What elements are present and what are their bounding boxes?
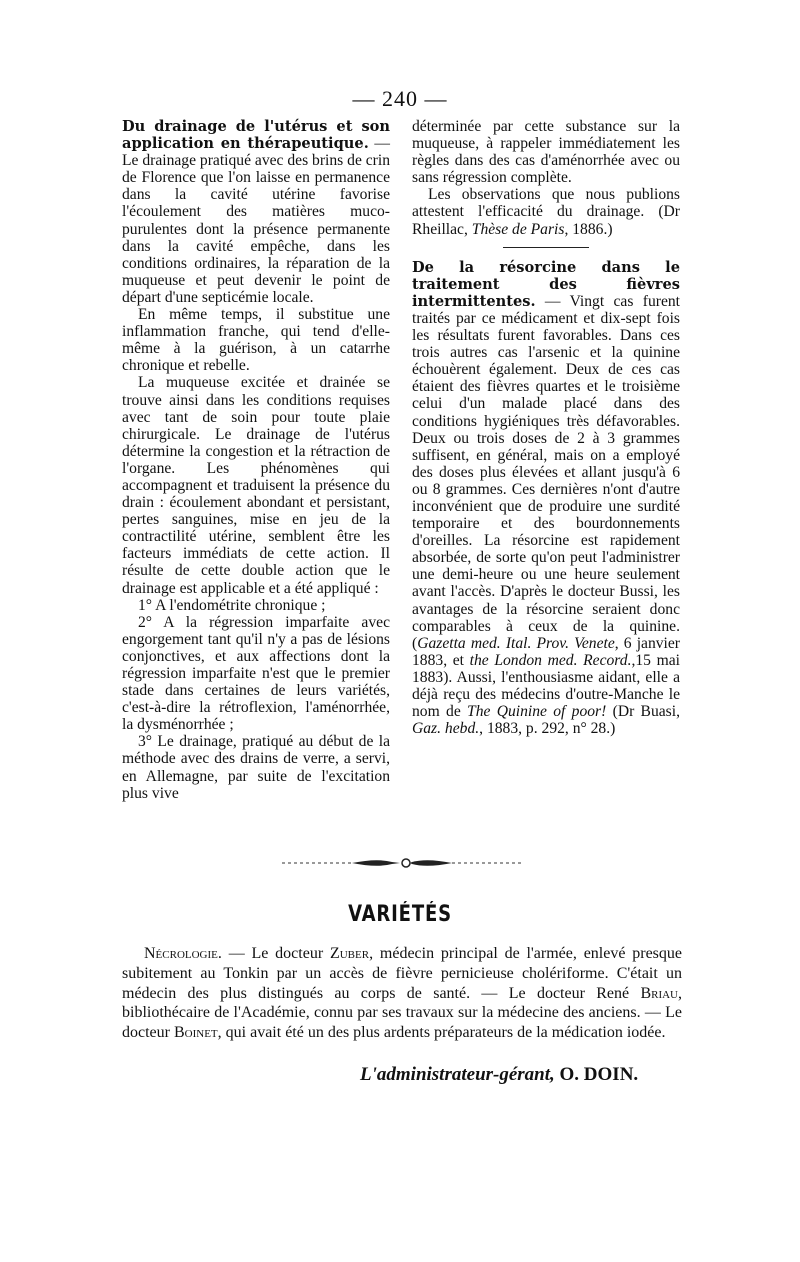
paragraph: La muqueuse excitée et drainée se trouve ainsi dans les conditions requises avec tant de soin pour toute plaie chirurgicale. Le drainage de l'utérus détermine la congestion et la rétraction de l'organe. Les phénomènes qui accompagnent et traduisent la présence du drain : écoulement abondant et persistant, pertes sanguines, mise en jeu de la contractilité utérine, semblent être les facteurs immédiats de cette action. Il résulte de cette double action que le drainage est applicable et a été appliqué : — [122, 374, 390, 597]
text: , bibliothécaire de l'Académie, connu par ses travaux sur la médecine des anciens. — Le docteur — [122, 984, 682, 1042]
person-name: Boinet — [173, 1024, 218, 1042]
signature-role: L'administrateur-gérant, — [360, 1064, 555, 1085]
list-item: 1° A l'endométrite chronique ; — [138, 596, 326, 614]
person-name: Briau — [640, 984, 678, 1002]
text: — Vingt cas furent traités par ce médicament et dix-sept fois les résultats furent favorables. Dans ces trois autres cas l'arsenic et la quinine échouèrent également. Deux de ces cas étaient des fièvres quartes et le troisième celui d'un malade placé dans des conditions hygiéniques très défavorables. Deux ou trois doses de 2 à 3 grammes suffisent, en général, mais on a employé des doses plus élevées et allant jusqu'à 6 ou 8 grammes. Ces dernières n'ont d'autre inconvénient que de produire une surdité temporaire et des bourdonnements d'oreilles. La résorcine est rapidement absorbée, de sorte qu'on peut l'administrer une demi-heure ou une heure seulement avant l'accès. D'après le docteur Bussi, les avantages de la résorcine seraient donc comparables à ceux de la quinine. ( — [412, 292, 680, 652]
signature-name: O. DOIN. — [554, 1064, 639, 1085]
citation: Thèse de Paris — [471, 220, 565, 238]
text: ,15 mai 1883). Aussi, l'enthousiasme aidant, elle a déjà reçu des médecins d'outre-Manche le nom de — [412, 651, 680, 721]
person-name: Zuber — [329, 945, 370, 962]
article-heading-drainage: Du drainage de l'utérus et son application en thérapeutique. — [122, 118, 390, 153]
citation: the London med. Record. — [469, 651, 632, 669]
list-item: 3° Le drainage, pratiqué au début de la méthode avec des drains de verre, a servi, en Allemagne, par suite de l'excitation plus vive — [122, 733, 390, 802]
text: , médecin principal de l'armée, enlevé presque subitement au Tonkin par un accès de fièvre pernicieuse cholériforme. C'était un médecin des plus distingués au corps de santé. — Le docteur René — [122, 945, 682, 1002]
text: , 6 janvier 1883, et — [412, 634, 680, 669]
right-column — [412, 118, 680, 737]
text: , qui avait été un des plus ardents préparateurs de la médication iodée. — [217, 1024, 666, 1042]
article-heading-resorcine: De la résorcine dans le traitement des fièvres intermittentes. — [412, 258, 680, 310]
citation: Gazetta med. Ital. Prov. Venete — [417, 634, 615, 652]
paragraph: déterminée par cette substance sur la muqueuse, à rappeler immédiatement les règles dans des cas d'aménorrhée avec ou sans régression complète. — [412, 118, 680, 187]
left-column — [122, 118, 390, 802]
divider — [503, 247, 589, 248]
page-number: — 240 — — [352, 86, 448, 111]
citation: Gaz. hebd. — [412, 720, 480, 738]
paragraph: En même temps, il substitue une inflammation franche, qui tend d'elle-même à la guérison, à un catarrhe chronique et rebelle. — [122, 306, 390, 375]
signature — [360, 1064, 690, 1086]
list-item: 2° A la régression imparfaite avec engorgement tant qu'il n'y a pas de lésions conjonctives, et aux affections dont la régression imparfaite n'est que le premier stade dans certaines de leurs variétés, c'est-à-dire la rétroflexion, l'aménorrhée, la dysménorrhée ; — [122, 613, 390, 734]
section-title: VARIÉTÉS — [348, 902, 452, 927]
section-label: Nécrologie. — [144, 945, 222, 962]
paragraph — [122, 944, 682, 1043]
ornament-divider-icon — [282, 854, 522, 872]
text: Les observations que nous publions attestent l'efficacité du drainage. (Dr Rheillac, — [412, 186, 680, 238]
necrology-section — [122, 944, 682, 1043]
text: (Dr Buasi, — [606, 703, 680, 721]
paragraph — [412, 186, 680, 237]
text: , 1886.) — [564, 220, 613, 238]
text: — Le docteur — [221, 945, 330, 962]
citation: The Quinine of poor! — [467, 703, 607, 721]
text: , 1883, p. 292, n° 28.) — [479, 720, 616, 738]
article-text: — Le drainage pratiqué avec des brins de crin de Florence que l'on laisse en permanence dans la cavité utérine favorise l'écoulement des matières muco-purulentes dont la présence permanente dans la cavité empêche, dans les conditions ordinaires, la réparation de la muqueuse et peut devenir le point de départ d'une septicémie locale. — [122, 135, 391, 306]
